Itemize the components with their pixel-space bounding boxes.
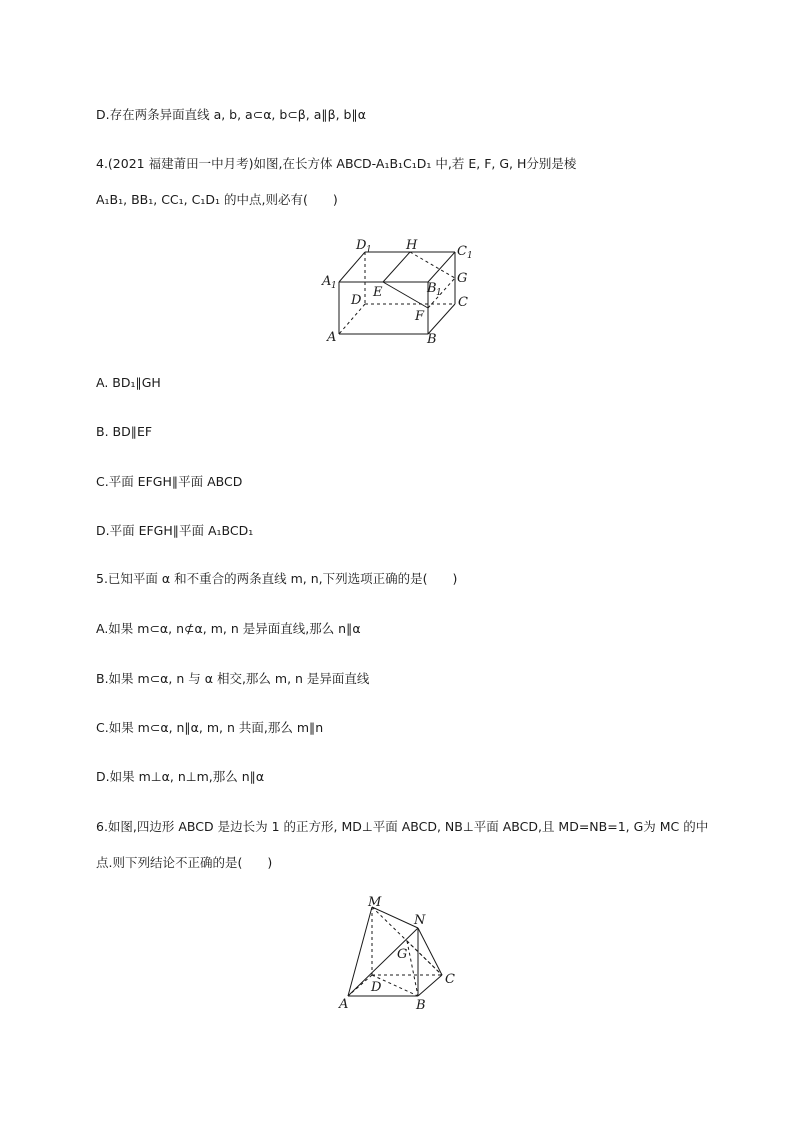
label-B: B <box>416 998 426 1013</box>
option-5A: A.如果 m⊂α, n⊄α, m, n 是异面直线,那么 n∥α <box>96 621 361 636</box>
option-4D: D.平面 EFGH∥平面 A₁BCD₁ <box>96 523 254 538</box>
label-F: F <box>415 309 425 324</box>
question-4-stem-cont: A₁B₁, BB₁, CC₁, C₁D₁ 的中点,则必有( ) <box>96 192 338 207</box>
pyramid-figure <box>330 890 465 1015</box>
label-C: C <box>458 295 468 310</box>
question-6-stem: 6.如图,四边形 ABCD 是边长为 1 的正方形, MD⊥平面 ABCD, NB⊥平面 ABCD,且 MD=NB=1, G为 MC 的中 <box>96 819 709 834</box>
label-D: D <box>351 293 362 308</box>
label-C1-sub: 1 <box>467 251 473 261</box>
option-5C: C.如果 m⊂α, n∥α, m, n 共面,那么 m∥n <box>96 720 324 735</box>
label-D1: D <box>356 238 367 253</box>
label-E: E <box>373 285 383 300</box>
label-G: G <box>397 947 408 962</box>
cuboid-figure <box>318 234 478 349</box>
label-C: C <box>445 972 455 987</box>
label-D1-sub: 1 <box>366 245 372 255</box>
question-4-stem: 4.(2021 福建莆田一中月考)如图,在长方体 ABCD-A₁B₁C₁D₁ 中,若 E, F, G, H分别是棱 <box>96 156 577 171</box>
question-5-stem: 5.已知平面 α 和不重合的两条直线 m, n,下列选项正确的是( ) <box>96 571 458 586</box>
question-6-stem-cont: 点.则下列结论不正确的是( ) <box>96 855 273 870</box>
option-4A: A. BD₁∥GH <box>96 375 161 390</box>
label-D: D <box>371 980 382 995</box>
label-B1-sub: 1 <box>436 288 442 298</box>
option-4C: C.平面 EFGH∥平面 ABCD <box>96 474 243 489</box>
label-A: A <box>327 330 337 345</box>
label-B: B <box>427 332 437 347</box>
label-A1: A <box>322 274 332 289</box>
option-5D: D.如果 m⊥α, n⊥m,那么 n∥α <box>96 769 265 784</box>
label-M: M <box>368 895 382 910</box>
label-A1-sub: 1 <box>331 281 337 291</box>
label-A: A <box>339 997 349 1012</box>
label-C1: C <box>457 244 467 259</box>
text-line-1: D.存在两条异面直线 a, b, a⊂α, b⊂β, a∥β, b∥α <box>96 107 366 122</box>
label-N: N <box>414 913 426 928</box>
label-G: G <box>457 271 468 286</box>
label-H: H <box>406 238 418 253</box>
label-B1: B <box>427 281 437 296</box>
option-5B: B.如果 m⊂α, n 与 α 相交,那么 m, n 是异面直线 <box>96 671 370 686</box>
option-4B: B. BD∥EF <box>96 424 153 439</box>
